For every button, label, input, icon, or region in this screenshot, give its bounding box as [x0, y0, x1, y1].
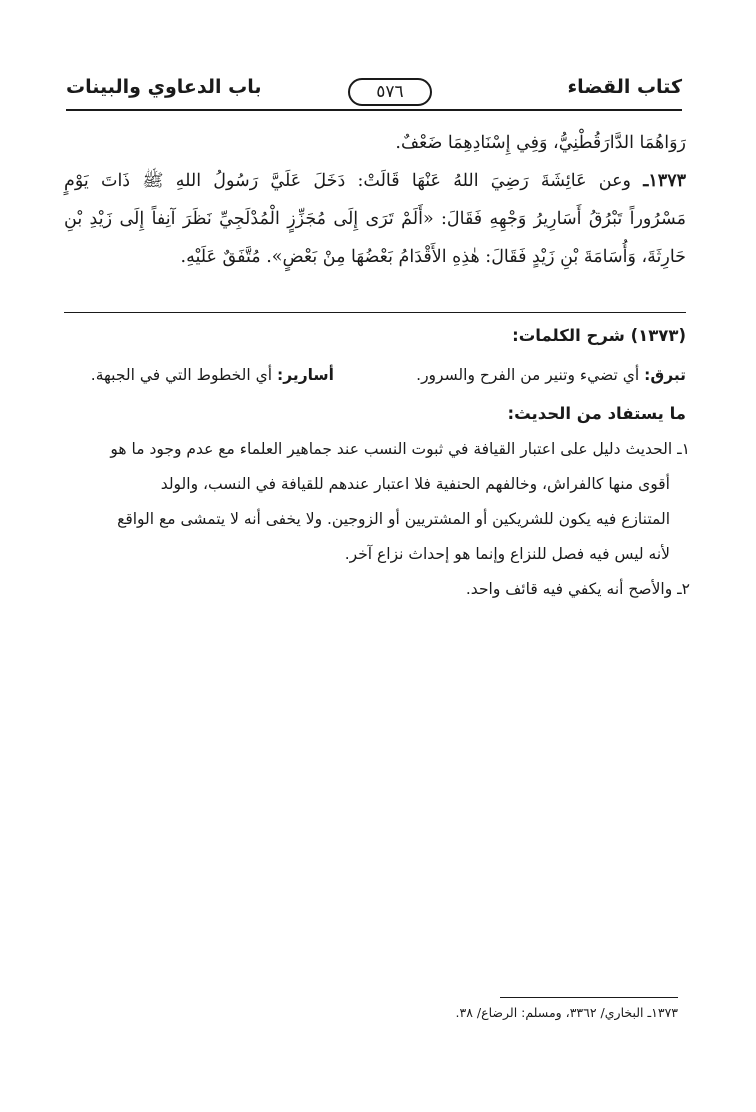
hadith-number: ١٣٧٣ـ	[643, 171, 686, 191]
glossary-item	[416, 366, 686, 384]
hadith-text	[64, 124, 686, 276]
footnote: ١٣٧٣ـ البخاري/ ٣٣٦٢، ومسلم: الرضاع/ ٣٨.	[455, 1005, 678, 1020]
footnote-rule	[500, 997, 678, 998]
hadith-line-text: وعن عَائِشَةَ رَضِيَ اللهُ عَنْهَا قَالَتْ: دَخَلَ عَلَيَّ رَسُولُ اللهِ ﷺ ذَاتَ يَوْمٍ	[64, 171, 632, 191]
glossary-item	[91, 366, 334, 384]
running-header	[66, 72, 682, 112]
hadith-line	[64, 162, 686, 200]
book-title: كتاب القضاء	[567, 76, 682, 98]
section-divider	[64, 312, 686, 313]
hadith-line: حَارِثَةَ، وَأُسَامَةَ بْنِ زَيْدٍ فَقَالَ: هٰذِهِ الأَقْدَامُ بَعْضُهَا مِنْ بَعْضٍ». مُتَّفَقٌ عَلَيْهِ.	[180, 247, 686, 267]
benefit-line: أقوى منها كالفراش، وخالفهم الحنفية فلا اعتبار عندهم للقيافة في النسب، والولد	[160, 475, 670, 493]
benefit-line: ٢ـ والأصح أنه يكفي فيه قائف واحد.	[465, 580, 690, 598]
chapter-title: باب الدعاوي والبينات	[66, 76, 262, 98]
benefit-line: المتنازع فيه يكون للشريكين أو المشتريين أو الزوجين. ولا يخفى أنه لا يتمشى مع الواقع	[117, 510, 670, 528]
page-number: ٥٧٦	[348, 78, 432, 106]
hadith-line: مَسْرُوراً تَبْرُقُ أَسَارِيرُ وَجْهِهِ فَقَالَ: «أَلَمْ تَرَى إِلَى مُجَزِّزٍ الْمُدْلَجِيِّ نَظَرَ آنِفاً إِلَى زَيْدِ بْنِ	[64, 209, 686, 229]
glossary-term: أسارير:	[277, 366, 334, 384]
previous-hadith-tail: رَوَاهُمَا الدَّارَقُطْنِيُّ، وَفِي إِسْنَادِهِمَا ضَعْفٌ.	[395, 133, 686, 153]
benefits-title: ما يستفاد من الحديث:	[507, 404, 686, 423]
glossary-term: تبرق:	[644, 366, 686, 384]
benefit-line: ١ـ الحديث دليل على اعتبار القيافة في ثبوت النسب عند جماهير العلماء مع عدم وجود ما هو	[110, 440, 690, 458]
glossary-title: (١٣٧٣) شرح الكلمات:	[512, 326, 686, 345]
header-rule	[66, 109, 682, 111]
glossary-definition: أي الخطوط التي في الجبهة.	[90, 366, 273, 384]
glossary-definition: أي تضيء وتنير من الفرح والسرور.	[416, 366, 640, 384]
benefit-line: لأنه ليس فيه فصل للنزاع وإنما هو إحداث نزاع آخر.	[344, 545, 670, 563]
